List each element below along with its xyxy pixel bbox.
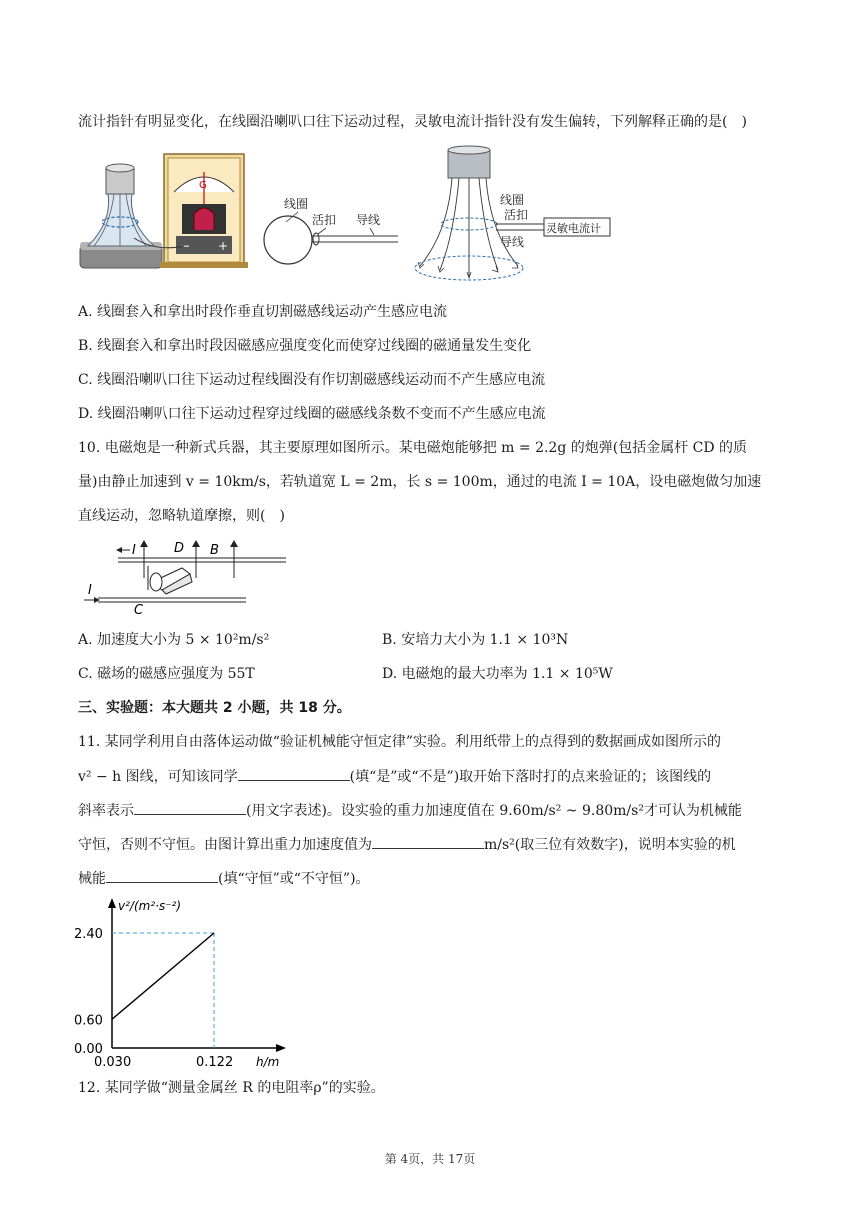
answer-blank-3[interactable]: [372, 834, 484, 849]
q11-line4: 守恒，否则不守恒。由图计算出重力加速度值为 m/s²(取三位有效数字)，说明本实验的机: [78, 834, 736, 855]
svg-text:线圈: 线圈: [284, 197, 309, 211]
answer-blank-4[interactable]: [106, 868, 218, 883]
svg-text:+: +: [218, 239, 229, 253]
svg-text:I: I: [132, 543, 136, 558]
q10-line2: 量)由静止加速到 v = 10km/s，若轨道宽 L = 2m，长 s = 100m，通过的电流 I = 10A，设电磁炮做匀加速: [78, 474, 762, 490]
svg-text:导线: 导线: [356, 213, 381, 227]
q9-figure: [76, 142, 616, 282]
page-footer: 第 4页，共 17页: [384, 1152, 476, 1166]
y-tick-label: 2.40: [74, 927, 103, 942]
y-tick-label: 0.60: [74, 1013, 103, 1029]
x-axis-arrow: [276, 1044, 286, 1052]
svg-text:线圈: 线圈: [500, 193, 525, 207]
svg-text:D: D: [174, 541, 185, 556]
x-axis-label: h/m: [256, 1055, 280, 1069]
q11-line2: v² − h 图线，可知该同学 (填“是”或“不是”)取开始下落时打的点来验证的；该图线的: [78, 766, 711, 787]
q9-option-b: B. 线圈套入和拿出时段因磁感应强度变化而使穿过线圈的磁通量发生变化: [78, 338, 532, 354]
section-heading: 三、实验题：本大题共 2 小题，共 18 分。: [78, 700, 351, 716]
q9-option-a: A. 线圈套入和拿出时段作垂直切割磁感线运动产生感应电流: [78, 304, 448, 320]
q10-option-a: A. 加速度大小为 5 × 10²m/s²: [78, 632, 270, 648]
q10-line3: 直线运动，忽略轨道摩擦，则( ): [78, 508, 285, 524]
q10-figure: [78, 538, 298, 620]
galvanometer-g-label: G: [199, 180, 207, 191]
q9-option-d: D. 线圈沿喇叭口往下运动过程穿过线圈的磁感线条数不变而不产生感应电流: [78, 406, 546, 422]
series-line: [112, 933, 214, 1019]
q10-line1: 10. 电磁炮是一种新式兵器，其主要原理如图所示。某电磁炮能够把 m = 2.2g 的炮弹(包括金属杆 CD 的质: [78, 440, 748, 456]
x-tick-label: 0.122: [196, 1055, 234, 1070]
y-axis-label: v²/(m²·s⁻²): [118, 899, 182, 913]
svg-text:C: C: [134, 603, 144, 618]
q10-option-c: C. 磁场的磁感应强度为 55T: [78, 666, 255, 682]
q12-line1: 12. 某同学做“测量金属丝 R 的电阻率ρ”的实验。: [78, 1080, 385, 1096]
svg-text:活扣: 活扣: [312, 213, 337, 227]
svg-text:−: −: [180, 239, 191, 253]
sensitive-meter-label: 灵敏电流计: [546, 222, 601, 235]
svg-text:I: I: [88, 583, 92, 598]
v2-h-chart: [70, 896, 310, 1072]
q10-option-d: D. 电磁炮的最大功率为 1.1 × 10⁵W: [382, 666, 613, 682]
answer-blank-2[interactable]: [134, 800, 246, 815]
q10-option-b: B. 安培力大小为 1.1 × 10³N: [382, 632, 569, 648]
q11-line3: 斜率表示 (用文字表述)。设实验的重力加速度值在 9.60m/s² ~ 9.80m/s²才可认为机械能: [78, 800, 742, 821]
q11-line1: 11. 某同学利用自由落体运动做“验证机械能守恒定律”实验。利用纸带上的点得到的数据画成如图所示的: [78, 734, 722, 750]
svg-text:活扣: 活扣: [504, 208, 529, 222]
x-tick-label: 0.030: [94, 1055, 132, 1070]
y-tick-label: 0.00: [74, 1042, 103, 1057]
q9-option-c: C. 线圈沿喇叭口往下运动过程线圈没有作切割磁感线运动而不产生感应电流: [78, 372, 546, 388]
q11-line5: 械能 (填“守恒”或“不守恒”)。: [78, 868, 370, 889]
q9-stem: 流计指针有明显变化，在线圈沿喇叭口往下运动过程，灵敏电流计指针没有发生偏转，下列解释正确的是( ): [78, 114, 747, 130]
answer-blank-1[interactable]: [238, 766, 350, 781]
svg-text:导线: 导线: [500, 235, 525, 249]
svg-text:B: B: [210, 543, 219, 558]
y-axis-arrow: [108, 898, 116, 908]
